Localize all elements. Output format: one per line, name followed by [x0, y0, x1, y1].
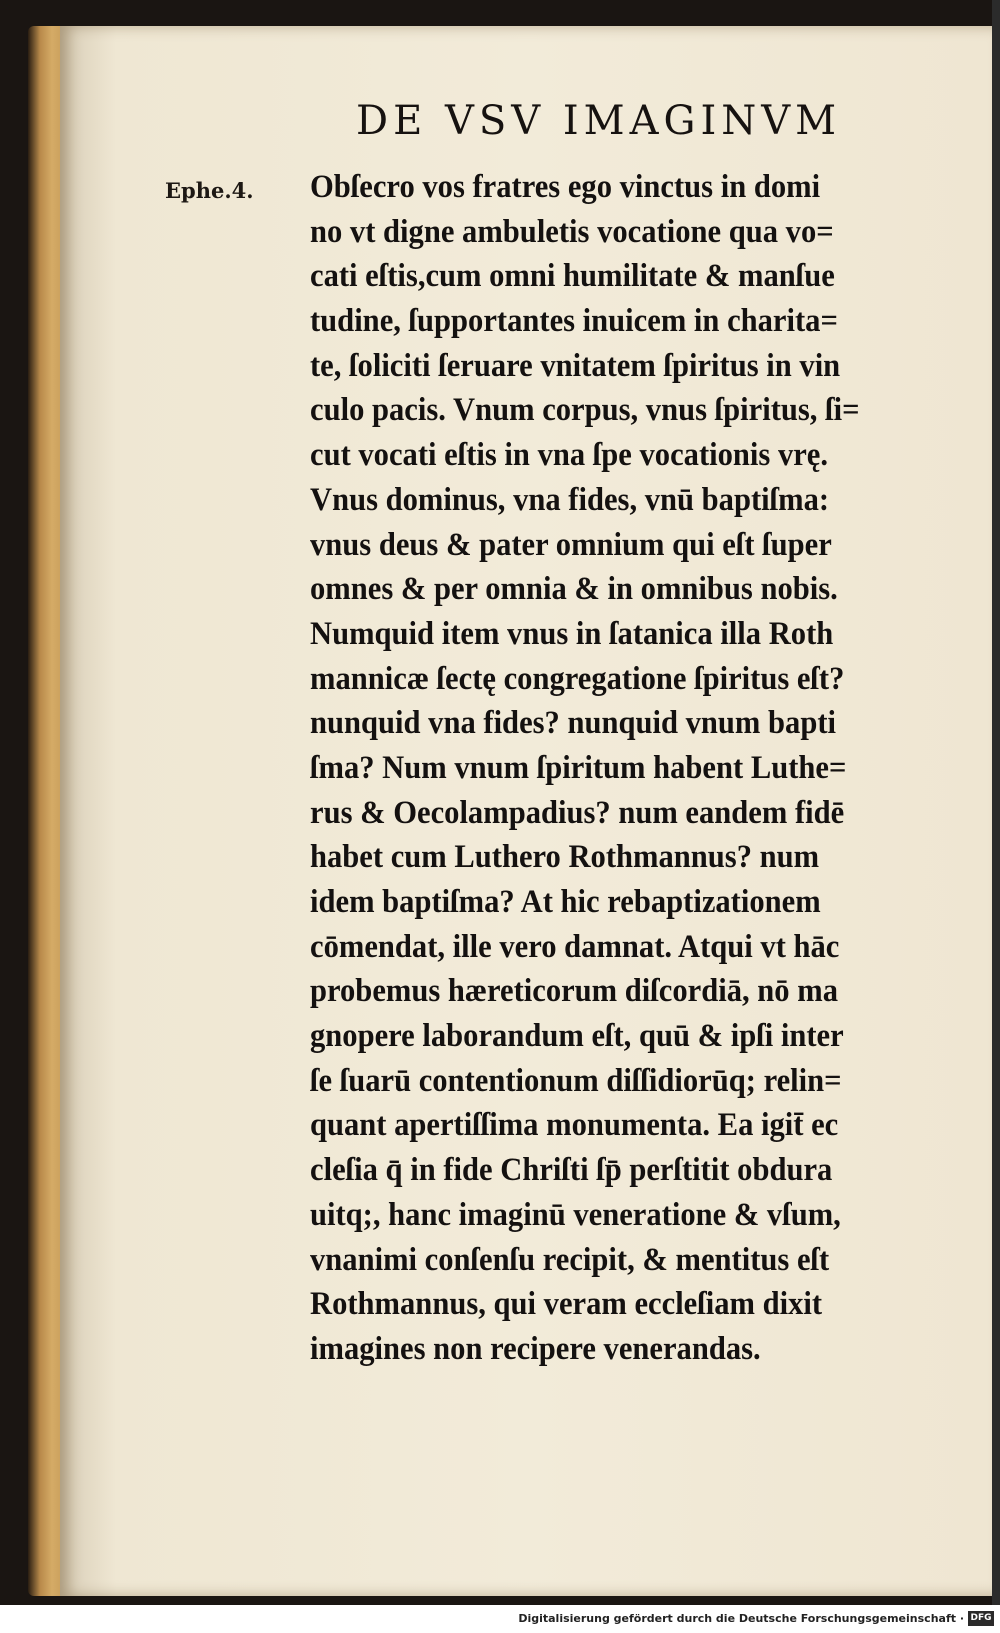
dfg-logo: DFG	[968, 1611, 994, 1626]
text-line: nunquid vna fides? nunquid vnum bapti	[310, 705, 837, 742]
text-line: Numquid item vnus in ſatanica illa Roth	[310, 615, 834, 652]
text-line: culo pacis. Vnum corpus, vnus ſpiritus, ſi=	[310, 392, 860, 429]
text-line: te, ſoliciti ſeruare vnitatem ſpiritus in vin	[310, 347, 841, 384]
text-line: vnanimi conſenſu recipit, & mentitus eſt	[310, 1241, 830, 1278]
text-line: cōmendat, ille vero damnat. Atqui vt hāc	[310, 928, 840, 965]
text-line: tudine, ſupportantes inuicem in charita=	[310, 303, 838, 340]
text-line: probemus hæreticorum diſcordiā, nō ma	[310, 973, 838, 1010]
body-text	[310, 165, 990, 1372]
text-line: no vt digne ambuletis vocatione qua vo=	[310, 213, 834, 250]
running-head: DE VSV IMAGINVM	[356, 98, 842, 144]
text-line: idem baptiſma? At hic rebaptizationem	[310, 884, 821, 920]
text-line: Obſecro vos fratres ego vinctus in domi	[310, 169, 821, 205]
scan-border	[992, 0, 1000, 1605]
text-line: habet cum Luthero Rothmannus? num	[310, 839, 820, 876]
text-line: ſma? Num vnum ſpiritum habent Luthe=	[310, 749, 847, 786]
text-line: Vnus dominus, vna fides, vnū baptiſma:	[310, 481, 830, 518]
text-line: gnopere laborandum eſt, quū & ipſi inter	[310, 1018, 844, 1055]
text-line: imagines non recipere venerandas.	[310, 1330, 761, 1367]
text-line: Rothmannus, qui veram eccleſiam dixit	[310, 1286, 823, 1323]
marginal-note: Ephe.4.	[165, 178, 254, 203]
text-line: omnes & per omnia & in omnibus nobis.	[310, 571, 838, 608]
text-line: cut vocati eſtis in vna ſpe vocationis vrę.	[310, 437, 829, 474]
text-line: vnus deus & pater omnium qui eſt ſuper	[310, 526, 832, 563]
text-line: uitq;, hanc imaginū veneratione & vſum,	[310, 1196, 841, 1233]
text-line: mannicæ ſectę congregatione ſpiritus eſt?	[310, 660, 845, 697]
text-line: quant apertiſſima monumenta. Ea igit̄ ec	[310, 1107, 839, 1144]
text-line: cleſia q̄ in fide Chriſti ſp̄ perſtitit obdura	[310, 1152, 833, 1189]
footer	[0, 1605, 1000, 1633]
funding-credit: Digitalisierung gefördert durch die Deutsche Forschungsgemeinschaft ·	[518, 1612, 964, 1625]
text-line: rus & Oecolampadius? num eandem fidē	[310, 794, 845, 831]
text-line: cati eſtis,cum omni humilitate & manſue	[310, 258, 835, 295]
text-line: ſe ſuarū contentionum diſſidiorūq; relin=	[310, 1062, 842, 1099]
